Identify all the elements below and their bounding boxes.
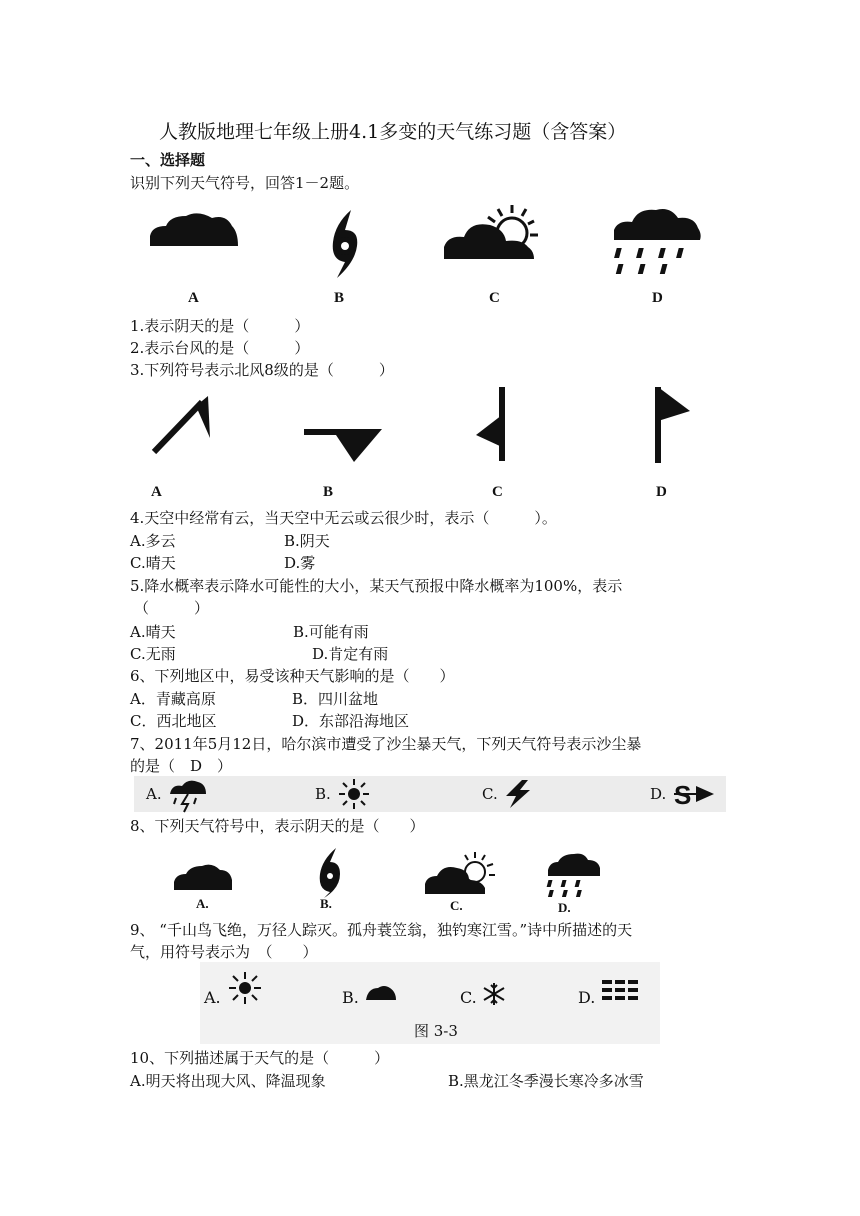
figure-caption: 图 3-3: [414, 1022, 458, 1040]
q4-option-c: C.晴天: [130, 554, 176, 572]
q5-option-d: D.肯定有雨: [312, 645, 389, 663]
q6-option-c: C．西北地区: [130, 712, 217, 730]
q4-option-b: B.阴天: [284, 532, 330, 550]
set1-label-a: A: [188, 290, 199, 306]
question-4: 4.天空中经常有云，当天空中无云或云很少时，表示（ ）。: [130, 509, 557, 527]
q7-label-c: C.: [482, 785, 498, 803]
q10-option-a: A.明天将出现大风、降温现象: [130, 1072, 326, 1090]
question-7: 7、2011年5月12日，哈尔滨市遭受了沙尘暴天气，下列天气符号表示沙尘暴: [130, 735, 642, 753]
thunderstorm-icon: [168, 778, 208, 814]
q9-cloud-icon: [364, 984, 398, 1002]
q4-option-a: A.多云: [130, 532, 176, 550]
q9-label-b: B.: [342, 988, 359, 1007]
sun-icon: [336, 778, 372, 810]
q6-option-a: A．青藏高原: [130, 690, 216, 708]
q7-label-a: A.: [146, 785, 162, 803]
typhoon-icon: [325, 208, 365, 280]
q9-label-d: D.: [578, 988, 596, 1007]
q5-option-b: B.可能有雨: [293, 623, 369, 641]
question-10: 10、下列描述属于天气的是（ ）: [130, 1049, 390, 1067]
set3-label-b: B: [323, 484, 334, 500]
sandstorm-icon: [672, 778, 716, 810]
q9-label-a: A.: [204, 988, 221, 1007]
wind-flag-d-icon: [652, 385, 694, 465]
intro-text: 识别下列天气符号，回答1－2题。: [130, 174, 360, 192]
wind-flag-a-icon: [150, 394, 212, 456]
question-8: 8、下列天气符号中，表示阴天的是（ ）: [130, 817, 425, 835]
fog-icon: [600, 978, 642, 1002]
q9-sun-icon: [226, 970, 264, 1006]
set1-label-b: B: [334, 290, 345, 306]
set3-label-a: A: [151, 484, 162, 500]
svg-text:S: S: [674, 780, 692, 810]
q6-option-d: D．东部沿海地区: [292, 712, 410, 730]
question-3: 3.下列符号表示北风8级的是（ ）: [130, 361, 394, 379]
wind-flag-c-icon: [472, 385, 508, 463]
set1-label-c: C: [489, 290, 500, 306]
q8-cloud-icon: [172, 862, 234, 892]
q8-typhoon-icon: [316, 846, 344, 900]
question-9-cont: 气，用符号表示为 （ ）: [130, 943, 318, 961]
section-heading: 一、选择题: [130, 151, 206, 169]
set1-label-d: D: [652, 290, 663, 306]
q8-label-a: A.: [196, 896, 209, 911]
set3-label-c: C: [492, 484, 503, 500]
question-1: 1.表示阴天的是（ ）: [130, 317, 310, 335]
q7-label-d: D.: [650, 785, 667, 803]
wind-flag-b-icon: [302, 424, 384, 464]
snowflake-icon: [482, 982, 506, 1006]
question-6: 6、下列地区中，易受该种天气影响的是（ ）: [130, 667, 455, 685]
question-2: 2.表示台风的是（ ）: [130, 339, 310, 357]
q5-option-a: A.晴天: [130, 623, 176, 641]
q6-option-b: B．四川盆地: [292, 690, 379, 708]
q7-symbol-strip: [134, 776, 726, 812]
q10-option-b: B.黑龙江冬季漫长寒冷多冰雪: [448, 1072, 644, 1090]
q8-sun-behind-cloud-icon: [423, 850, 497, 896]
q8-rain-cloud-icon: [546, 852, 602, 900]
question-5-blank: （ ）: [134, 599, 210, 617]
q7-label-b: B.: [315, 785, 331, 803]
rain-cloud-icon: [612, 206, 702, 278]
set3-label-d: D: [656, 484, 667, 500]
question-5: 5.降水概率表示降水可能性的大小，某天气预报中降水概率为100%，表示: [130, 577, 623, 595]
q8-label-c: C.: [450, 898, 463, 913]
lightning-icon: [502, 778, 532, 810]
q8-label-d: D.: [558, 900, 571, 915]
q5-option-c: C.无雨: [130, 645, 176, 663]
q8-label-b: B.: [320, 896, 332, 911]
question-9: 9、 “千山鸟飞绝，万径人踪灭。孤舟蓑笠翁，独钓寒江雪。”诗中所描述的天: [130, 921, 633, 939]
sun-behind-cloud-icon: [442, 203, 542, 261]
question-7-answer: 的是（ D ）: [130, 757, 233, 775]
page-title: 人教版地理七年级上册4.1多变的天气练习题（含答案）: [159, 121, 627, 143]
cloud-icon: [148, 210, 240, 250]
q4-option-d: D.雾: [284, 554, 316, 572]
q9-label-c: C.: [460, 988, 477, 1007]
